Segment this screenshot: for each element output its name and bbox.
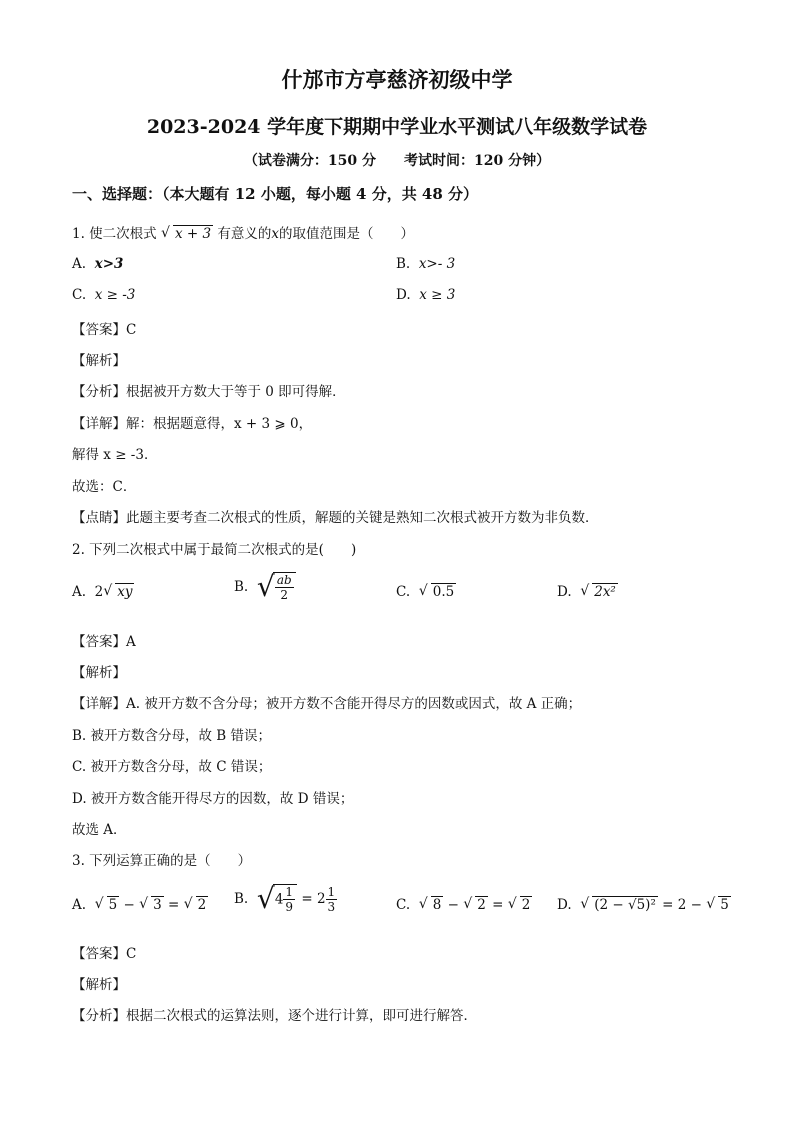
answer-value: C bbox=[126, 322, 137, 338]
fenxi-tag: 【分析】 bbox=[72, 384, 126, 400]
q2-option-d bbox=[557, 583, 618, 600]
option-coef: 2 bbox=[94, 584, 104, 600]
q2-option-a bbox=[72, 583, 134, 600]
q1-option-c bbox=[72, 287, 135, 303]
q3-option-d: D. √ (2 − √5)² = 2 − √ 5 bbox=[557, 896, 729, 913]
radical-sign-icon: √ bbox=[256, 882, 275, 915]
q3-analysis-tag: 【解析】 bbox=[72, 977, 126, 993]
option-text: x>- 3 bbox=[418, 256, 456, 272]
option-label: A. bbox=[72, 897, 87, 913]
fraction-numerator: ab bbox=[276, 573, 292, 587]
detail-text: 解：根据题意得，x + 3 ⩾ 0， bbox=[126, 416, 313, 432]
radical-sign-icon: √ bbox=[463, 896, 473, 912]
q2-option-b bbox=[234, 572, 296, 602]
option-text: x ≥ 3 bbox=[419, 287, 456, 303]
fenxi-text: 根据被开方数大于等于 0 即可得解． bbox=[126, 384, 346, 400]
option-text: x ≥ -3 bbox=[94, 287, 136, 303]
radical: √ 2 bbox=[463, 896, 486, 913]
q3-option-a: A. √ 5 − √ 3 = √ 2 bbox=[72, 896, 207, 913]
detail-tag: 【详解】 bbox=[72, 416, 126, 432]
q1-solve: 解得 x ≥ -3． bbox=[72, 447, 158, 463]
option-label: B. bbox=[396, 256, 411, 272]
q2-detail bbox=[72, 692, 581, 712]
radical-sign-icon: √ bbox=[580, 896, 590, 912]
option-label: D. bbox=[557, 584, 572, 600]
q2-option-c bbox=[396, 583, 456, 600]
radical-sign-icon: √ bbox=[580, 583, 590, 599]
q1-detail bbox=[72, 412, 312, 432]
option-label: D. bbox=[396, 287, 411, 303]
option-label: B. bbox=[234, 579, 249, 595]
radical-sign-icon: √ bbox=[139, 896, 149, 912]
q1-stem-suffix: 有意义的 bbox=[217, 226, 272, 242]
fenxi-tag: 【分析】 bbox=[72, 1008, 126, 1024]
radical-sign-icon: √ bbox=[103, 583, 113, 599]
fenxi-text: 根据二次根式的运算法则，逐个进行计算，即可进行解答． bbox=[126, 1008, 477, 1024]
detail-tag: 【详解】 bbox=[72, 696, 126, 712]
q1-stem-prefix: 1. 使二次根式 bbox=[72, 226, 157, 242]
radical: √ 2 bbox=[507, 896, 531, 913]
exam-title: 2023-2024 学年度下期期中学业水平测试八年级数学试卷 bbox=[146, 116, 648, 138]
option-label: A. bbox=[72, 256, 87, 272]
option-label: C. bbox=[396, 897, 411, 913]
q1-answer bbox=[72, 318, 136, 338]
radical-sign-icon: √ bbox=[160, 225, 170, 241]
q2b-radical bbox=[257, 572, 296, 602]
q1-radicand: x + 3 bbox=[174, 226, 212, 242]
q2-choose: 故选 A． bbox=[72, 822, 127, 838]
radical: √ 8 bbox=[418, 896, 442, 913]
radical: √ 3 bbox=[139, 896, 162, 913]
q2a-radical bbox=[103, 583, 134, 600]
q2-analysis-tag: 【解析】 bbox=[72, 665, 126, 681]
radicand: xy bbox=[117, 584, 133, 600]
answer-value: A bbox=[126, 634, 136, 650]
answer-value: C bbox=[126, 946, 137, 962]
q1-radical bbox=[161, 225, 213, 242]
q2d-radical bbox=[580, 583, 618, 600]
radical-sign-icon: √ bbox=[507, 896, 517, 912]
exam-info: （试卷满分：150 分 考试时间：120 分钟） bbox=[243, 153, 551, 169]
radical: √ 5 bbox=[706, 896, 729, 913]
radical-sign-icon: √ bbox=[183, 896, 193, 912]
option-label: B. bbox=[234, 891, 249, 907]
q2-answer bbox=[72, 630, 136, 650]
option-label: C. bbox=[72, 287, 87, 303]
detail-text: A. 被开方数不含分母；被开方数不含能开得尽方的因数或因式，故 A 正确； bbox=[126, 696, 582, 712]
q3-stem: 3. 下列运算正确的是（ ） bbox=[72, 853, 252, 869]
radicand: 0.5 bbox=[432, 584, 455, 600]
q1-stem-end: 的取值范围是（ ） bbox=[279, 226, 414, 242]
q3-answer bbox=[72, 942, 136, 962]
q2c-radical bbox=[419, 583, 456, 600]
q2-stem: 2. 下列二次根式中属于最简二次根式的是( ) bbox=[72, 542, 357, 558]
answer-tag: 【答案】 bbox=[72, 322, 126, 338]
q2-line-b: B. 被开方数含分母，故 B 错误； bbox=[72, 728, 272, 744]
q1-var: x bbox=[271, 226, 279, 242]
q3-option-c: C. √ 8 − √ 2 = √ 2 bbox=[396, 896, 531, 913]
q2-line-c: C. 被开方数含分母，故 C 错误； bbox=[72, 759, 272, 775]
option-label: C. bbox=[396, 584, 411, 600]
q2-line-d: D. 被开方数含能开得尽方的因数，故 D 错误； bbox=[72, 791, 354, 807]
radical: √ 2 bbox=[183, 896, 207, 913]
q3-fenxi bbox=[72, 1004, 477, 1024]
option-text: x>3 bbox=[94, 256, 124, 272]
comment-text: 此题主要考查二次根式的性质，解题的关键是熟知二次根式被开方数为非负数． bbox=[126, 510, 599, 526]
q1-option-a bbox=[72, 256, 123, 272]
q1-option-d bbox=[396, 287, 455, 303]
radicand: 2x² bbox=[594, 584, 616, 600]
q1-stem bbox=[72, 222, 414, 242]
answer-tag: 【答案】 bbox=[72, 946, 126, 962]
radical: √ 5 bbox=[94, 896, 118, 913]
radical-sign-icon: √ bbox=[706, 896, 716, 912]
comment-tag: 【点睛】 bbox=[72, 510, 126, 526]
school-name: 什邡市方亭慈济初级中学 bbox=[281, 67, 513, 92]
q3-option-b: B. √ 4 $\frac{1}{9}$ = 2 $\frac{1}{3}$ bbox=[234, 882, 336, 915]
answer-tag: 【答案】 bbox=[72, 634, 126, 650]
radical-sign-icon: √ bbox=[418, 896, 428, 912]
radical-sign-icon: √ bbox=[94, 896, 104, 912]
radical-sign-icon: √ bbox=[418, 583, 428, 599]
radical-sign-icon: √ bbox=[256, 570, 275, 603]
q1-fenxi bbox=[72, 380, 346, 400]
q1-option-b bbox=[396, 256, 455, 272]
q1-analysis-tag: 【解析】 bbox=[72, 353, 126, 369]
fraction-denominator: 2 bbox=[280, 588, 289, 602]
section-heading: 一、选择题：（本大题有 12 小题，每小题 4 分，共 48 分） bbox=[72, 185, 479, 203]
q1-comment bbox=[72, 506, 599, 526]
option-label: D. bbox=[557, 897, 572, 913]
radical: √ (2 − √5)² bbox=[580, 896, 656, 913]
radical: √ 4 $\frac{1}{9}$ bbox=[257, 884, 297, 914]
option-label: A. bbox=[72, 584, 87, 600]
q1-choose: 故选：C． bbox=[72, 479, 137, 495]
